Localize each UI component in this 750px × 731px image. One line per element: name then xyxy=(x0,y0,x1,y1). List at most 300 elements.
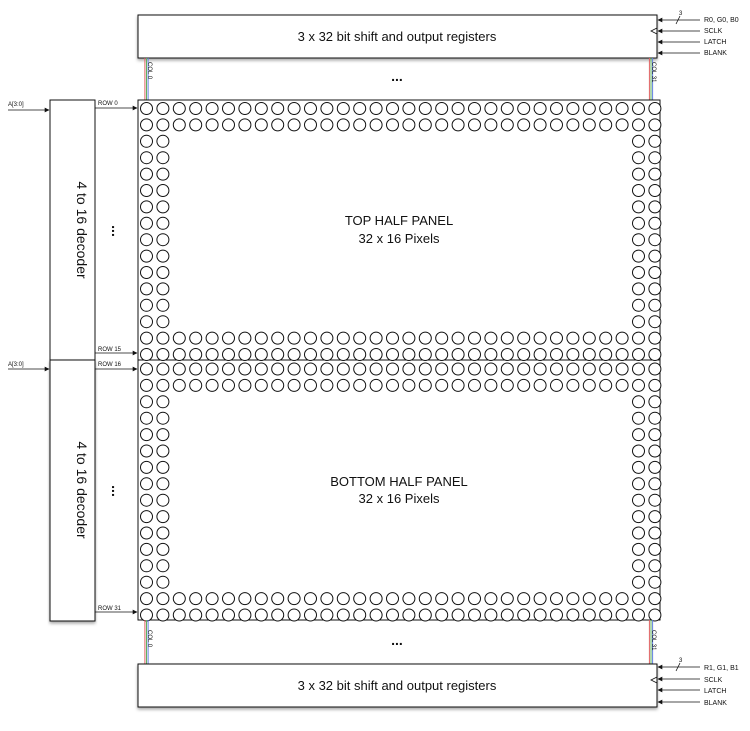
pixel-led xyxy=(206,332,218,344)
pixel-led xyxy=(633,593,645,605)
pixel-led xyxy=(616,119,628,131)
pixel-led xyxy=(157,511,169,523)
bottom-input-latch: LATCH xyxy=(704,688,727,695)
pixel-led xyxy=(567,103,579,115)
pixel-led xyxy=(452,119,464,131)
bottom-decoder xyxy=(8,360,137,621)
pixel-led xyxy=(436,119,448,131)
pixel-led xyxy=(272,379,284,391)
pixel-led xyxy=(649,185,661,197)
bottom-row-ellipsis: ... xyxy=(109,485,125,497)
pixel-led xyxy=(255,609,267,621)
pixel-led xyxy=(583,349,595,361)
pixel-led xyxy=(551,363,563,375)
pixel-led xyxy=(469,609,481,621)
pixel-led xyxy=(190,332,202,344)
top-col-last-label: COL 31 xyxy=(650,62,656,83)
pixel-led xyxy=(452,379,464,391)
pixel-led xyxy=(649,429,661,441)
pixel-led xyxy=(157,609,169,621)
pixel-led xyxy=(567,363,579,375)
pixel-led xyxy=(518,103,530,115)
pixel-led xyxy=(370,103,382,115)
bottom-register xyxy=(138,658,739,707)
pixel-led xyxy=(141,445,153,457)
pixel-led xyxy=(485,609,497,621)
top-decoder xyxy=(8,100,137,360)
top-decoder-row-last: ROW 15 xyxy=(98,347,122,353)
pixel-led xyxy=(649,494,661,506)
pixel-led xyxy=(255,349,267,361)
pixel-led xyxy=(141,185,153,197)
bottom-register-label: 3 x 32 bit shift and output registers xyxy=(297,678,497,693)
pixel-led xyxy=(403,332,415,344)
pixel-led xyxy=(436,103,448,115)
pixel-led xyxy=(173,349,185,361)
pixel-led xyxy=(419,593,431,605)
pixel-led xyxy=(534,332,546,344)
pixel-led xyxy=(141,412,153,424)
pixel-led xyxy=(173,363,185,375)
pixel-led xyxy=(452,103,464,115)
pixel-led xyxy=(649,201,661,213)
top-panel-subtitle: 32 x 16 Pixels xyxy=(358,231,440,246)
pixel-led xyxy=(649,250,661,262)
pixel-led xyxy=(633,527,645,539)
pixel-led xyxy=(173,593,185,605)
pixel-led xyxy=(551,593,563,605)
pixel-led xyxy=(387,379,399,391)
pixel-led xyxy=(600,363,612,375)
pixel-led xyxy=(370,363,382,375)
pixel-led xyxy=(501,363,513,375)
pixel-led xyxy=(616,349,628,361)
pixel-led xyxy=(141,349,153,361)
pixel-led xyxy=(206,349,218,361)
pixel-led xyxy=(354,609,366,621)
pixel-led xyxy=(157,412,169,424)
pixel-led xyxy=(223,119,235,131)
led-panel xyxy=(138,100,661,621)
pixel-led xyxy=(157,461,169,473)
pixel-led xyxy=(633,543,645,555)
pixel-led xyxy=(469,103,481,115)
pixel-led xyxy=(403,119,415,131)
pixel-led xyxy=(501,119,513,131)
pixel-led xyxy=(633,168,645,180)
pixel-led xyxy=(649,543,661,555)
pixel-led xyxy=(337,103,349,115)
pixel-led xyxy=(239,593,251,605)
pixel-led xyxy=(403,349,415,361)
pixel-led xyxy=(600,119,612,131)
pixel-led xyxy=(633,217,645,229)
pixel-led xyxy=(157,543,169,555)
pixel-led xyxy=(288,349,300,361)
pixel-led xyxy=(403,363,415,375)
pixel-led xyxy=(469,379,481,391)
pixel-led xyxy=(534,593,546,605)
pixel-led xyxy=(272,103,284,115)
pixel-led xyxy=(354,349,366,361)
pixel-led xyxy=(354,119,366,131)
pixel-led xyxy=(321,332,333,344)
pixel-led xyxy=(157,283,169,295)
pixel-led xyxy=(551,103,563,115)
pixel-led xyxy=(616,103,628,115)
pixel-led xyxy=(141,609,153,621)
pixel-led xyxy=(157,234,169,246)
pixel-led xyxy=(141,379,153,391)
pixel-led xyxy=(305,332,317,344)
pixel-led xyxy=(387,119,399,131)
pixel-led xyxy=(583,119,595,131)
pixel-led xyxy=(190,349,202,361)
pixel-led xyxy=(157,168,169,180)
pixel-led xyxy=(436,332,448,344)
pixel-led xyxy=(649,396,661,408)
pixel-led xyxy=(649,332,661,344)
pixel-led xyxy=(649,412,661,424)
pixel-led xyxy=(157,379,169,391)
pixel-led xyxy=(649,593,661,605)
bottom-register-inputs xyxy=(658,658,739,707)
pixel-led xyxy=(288,609,300,621)
pixel-led xyxy=(239,119,251,131)
top-input-latch: LATCH xyxy=(704,39,727,46)
pixel-led xyxy=(419,119,431,131)
pixel-led xyxy=(649,363,661,375)
pixel-led xyxy=(190,119,202,131)
pixel-led xyxy=(567,593,579,605)
pixel-led xyxy=(321,363,333,375)
pixel-led xyxy=(141,316,153,328)
pixel-led xyxy=(534,119,546,131)
pixel-led xyxy=(518,609,530,621)
pixel-led xyxy=(157,396,169,408)
pixel-led xyxy=(436,593,448,605)
top-decoder-row-first: ROW 0 xyxy=(98,101,118,107)
pixel-led xyxy=(534,609,546,621)
pixel-led xyxy=(337,349,349,361)
pixel-led xyxy=(452,349,464,361)
pixel-led xyxy=(190,379,202,391)
pixel-led xyxy=(518,119,530,131)
pixel-led xyxy=(583,379,595,391)
bottom-panel-title: BOTTOM HALF PANEL xyxy=(330,474,468,489)
pixel-led xyxy=(305,119,317,131)
pixel-led xyxy=(649,103,661,115)
pixel-led xyxy=(633,299,645,311)
pixel-led xyxy=(403,609,415,621)
pixel-led xyxy=(616,363,628,375)
bottom-decoder-label: 4 to 16 decoder xyxy=(74,441,90,539)
pixel-led xyxy=(633,396,645,408)
pixel-led xyxy=(354,363,366,375)
bottom-decoder-row-last: ROW 31 xyxy=(98,606,122,612)
pixel-led xyxy=(649,461,661,473)
pixel-led xyxy=(551,119,563,131)
pixel-led xyxy=(157,332,169,344)
pixel-led xyxy=(288,332,300,344)
pixel-led xyxy=(616,593,628,605)
pixel-led xyxy=(600,349,612,361)
pixel-led xyxy=(157,527,169,539)
pixel-led xyxy=(452,332,464,344)
pixel-led xyxy=(157,576,169,588)
pixel-led xyxy=(485,332,497,344)
pixel-led xyxy=(141,560,153,572)
pixel-led xyxy=(141,217,153,229)
pixel-led xyxy=(403,103,415,115)
pixel-led xyxy=(370,379,382,391)
pixel-led xyxy=(633,429,645,441)
pixel-led xyxy=(321,349,333,361)
pixel-led xyxy=(633,119,645,131)
pixel-led xyxy=(501,593,513,605)
pixel-led xyxy=(255,332,267,344)
pixel-led xyxy=(649,527,661,539)
pixel-led xyxy=(157,349,169,361)
pixel-led xyxy=(534,379,546,391)
pixel-led xyxy=(633,560,645,572)
pixel-led xyxy=(288,379,300,391)
pixel-led xyxy=(583,593,595,605)
pixel-led xyxy=(518,593,530,605)
pixel-led xyxy=(354,103,366,115)
pixel-led xyxy=(616,332,628,344)
pixel-led xyxy=(633,250,645,262)
pixel-led xyxy=(157,429,169,441)
pixel-led xyxy=(157,445,169,457)
pixel-led xyxy=(173,609,185,621)
pixel-led xyxy=(223,103,235,115)
top-column-ellipsis: ... xyxy=(391,68,403,84)
pixel-led xyxy=(288,119,300,131)
pixel-led xyxy=(321,609,333,621)
pixel-led xyxy=(387,363,399,375)
pixel-led xyxy=(387,349,399,361)
pixel-led xyxy=(501,332,513,344)
pixel-led xyxy=(567,349,579,361)
pixel-led xyxy=(600,332,612,344)
top-input-rgb: R0, G0, B0 xyxy=(704,17,739,24)
pixel-led xyxy=(600,593,612,605)
pixel-led xyxy=(649,152,661,164)
pixel-led xyxy=(272,332,284,344)
pixel-led xyxy=(141,299,153,311)
pixel-led xyxy=(206,119,218,131)
pixel-led xyxy=(288,363,300,375)
pixel-led xyxy=(649,349,661,361)
pixel-led xyxy=(551,609,563,621)
pixel-led xyxy=(436,379,448,391)
pixel-led xyxy=(370,609,382,621)
pixel-led xyxy=(469,332,481,344)
top-input-sclk: SCLK xyxy=(704,28,723,35)
pixel-led xyxy=(649,267,661,279)
pixel-led xyxy=(141,478,153,490)
pixel-led xyxy=(633,461,645,473)
pixel-led xyxy=(649,168,661,180)
pixel-led xyxy=(370,332,382,344)
pixel-led xyxy=(649,379,661,391)
pixel-led xyxy=(141,201,153,213)
pixel-led xyxy=(534,103,546,115)
bottom-panel-subtitle: 32 x 16 Pixels xyxy=(358,491,440,506)
bottom-col-first-label: COL 0 xyxy=(146,630,152,648)
pixel-led xyxy=(534,349,546,361)
pixel-led xyxy=(633,379,645,391)
pixel-led xyxy=(633,478,645,490)
pixel-led xyxy=(633,103,645,115)
pixel-led xyxy=(190,363,202,375)
pixel-led xyxy=(633,201,645,213)
pixel-led xyxy=(649,299,661,311)
pixel-led xyxy=(141,543,153,555)
pixel-led xyxy=(452,363,464,375)
pixel-led xyxy=(567,379,579,391)
pixel-led xyxy=(649,576,661,588)
pixel-led xyxy=(255,379,267,391)
pixel-led xyxy=(583,103,595,115)
pixel-led xyxy=(452,609,464,621)
pixel-led xyxy=(501,349,513,361)
pixel-led xyxy=(337,332,349,344)
pixel-led xyxy=(239,363,251,375)
pixel-led xyxy=(173,379,185,391)
pixel-led xyxy=(633,576,645,588)
pixel-led xyxy=(567,609,579,621)
pixel-led xyxy=(649,511,661,523)
top-register xyxy=(138,11,739,58)
top-bus-width: 3 xyxy=(679,11,683,17)
bottom-input-sclk: SCLK xyxy=(704,677,723,684)
pixel-led xyxy=(649,119,661,131)
pixel-led xyxy=(354,593,366,605)
pixel-led xyxy=(551,379,563,391)
pixel-led xyxy=(141,494,153,506)
pixel-led xyxy=(272,119,284,131)
pixel-led xyxy=(518,332,530,344)
pixel-led xyxy=(157,103,169,115)
pixel-led xyxy=(337,593,349,605)
pixel-led xyxy=(157,135,169,147)
pixel-led xyxy=(255,103,267,115)
pixel-led xyxy=(649,609,661,621)
pixel-led xyxy=(600,103,612,115)
pixel-led xyxy=(633,511,645,523)
top-register-inputs xyxy=(658,11,739,57)
pixel-led xyxy=(321,103,333,115)
pixel-led xyxy=(469,119,481,131)
pixel-led xyxy=(403,593,415,605)
pixel-led xyxy=(141,103,153,115)
bottom-decoder-row-first: ROW 16 xyxy=(98,362,122,368)
pixel-led xyxy=(551,349,563,361)
pixel-led xyxy=(633,267,645,279)
pixel-led xyxy=(255,119,267,131)
pixel-led xyxy=(649,445,661,457)
pixel-led xyxy=(633,412,645,424)
pixel-led xyxy=(206,593,218,605)
pixel-led xyxy=(633,152,645,164)
pixel-led xyxy=(633,185,645,197)
pixel-led xyxy=(583,363,595,375)
pixel-led xyxy=(141,168,153,180)
pixel-led xyxy=(583,332,595,344)
pixel-led xyxy=(305,379,317,391)
pixel-led xyxy=(485,593,497,605)
pixel-led xyxy=(387,593,399,605)
pixel-led xyxy=(501,609,513,621)
pixel-led xyxy=(206,609,218,621)
top-row-ellipsis: ... xyxy=(109,225,125,237)
pixel-led xyxy=(501,379,513,391)
bottom-column-ellipsis: ... xyxy=(391,632,403,648)
pixel-led xyxy=(337,609,349,621)
pixel-led xyxy=(649,217,661,229)
bottom-input-blank: BLANK xyxy=(704,700,727,707)
pixel-led xyxy=(305,609,317,621)
pixel-led xyxy=(633,283,645,295)
pixel-led xyxy=(157,217,169,229)
pixel-led xyxy=(141,332,153,344)
pixel-led xyxy=(157,201,169,213)
pixel-led xyxy=(141,593,153,605)
pixel-led xyxy=(173,332,185,344)
pixel-led xyxy=(255,593,267,605)
pixel-led xyxy=(141,234,153,246)
pixel-led xyxy=(633,445,645,457)
pixel-led xyxy=(403,379,415,391)
pixel-led xyxy=(157,478,169,490)
pixel-led xyxy=(157,185,169,197)
pixel-led xyxy=(485,103,497,115)
top-decoder-label: 4 to 16 decoder xyxy=(74,181,90,279)
pixel-led xyxy=(419,103,431,115)
pixel-led xyxy=(436,363,448,375)
pixel-led xyxy=(567,119,579,131)
pixel-led xyxy=(501,103,513,115)
pixel-led xyxy=(370,349,382,361)
pixel-led xyxy=(157,316,169,328)
pixel-led xyxy=(255,363,267,375)
pixel-led xyxy=(141,250,153,262)
pixel-led xyxy=(173,103,185,115)
pixel-led xyxy=(354,379,366,391)
pixel-led xyxy=(419,349,431,361)
pixel-led xyxy=(633,135,645,147)
pixel-led xyxy=(387,609,399,621)
pixel-led xyxy=(305,349,317,361)
pixel-led xyxy=(600,609,612,621)
pixel-led xyxy=(419,379,431,391)
pixel-led xyxy=(141,396,153,408)
pixel-led xyxy=(223,593,235,605)
pixel-led xyxy=(157,363,169,375)
pixel-led xyxy=(272,349,284,361)
pixel-led xyxy=(485,363,497,375)
pixel-led xyxy=(288,103,300,115)
pixel-led xyxy=(321,593,333,605)
pixel-led xyxy=(157,560,169,572)
pixel-led xyxy=(485,349,497,361)
pixel-led xyxy=(272,609,284,621)
top-input-blank: BLANK xyxy=(704,50,727,57)
pixel-led xyxy=(485,119,497,131)
pixel-led xyxy=(190,103,202,115)
